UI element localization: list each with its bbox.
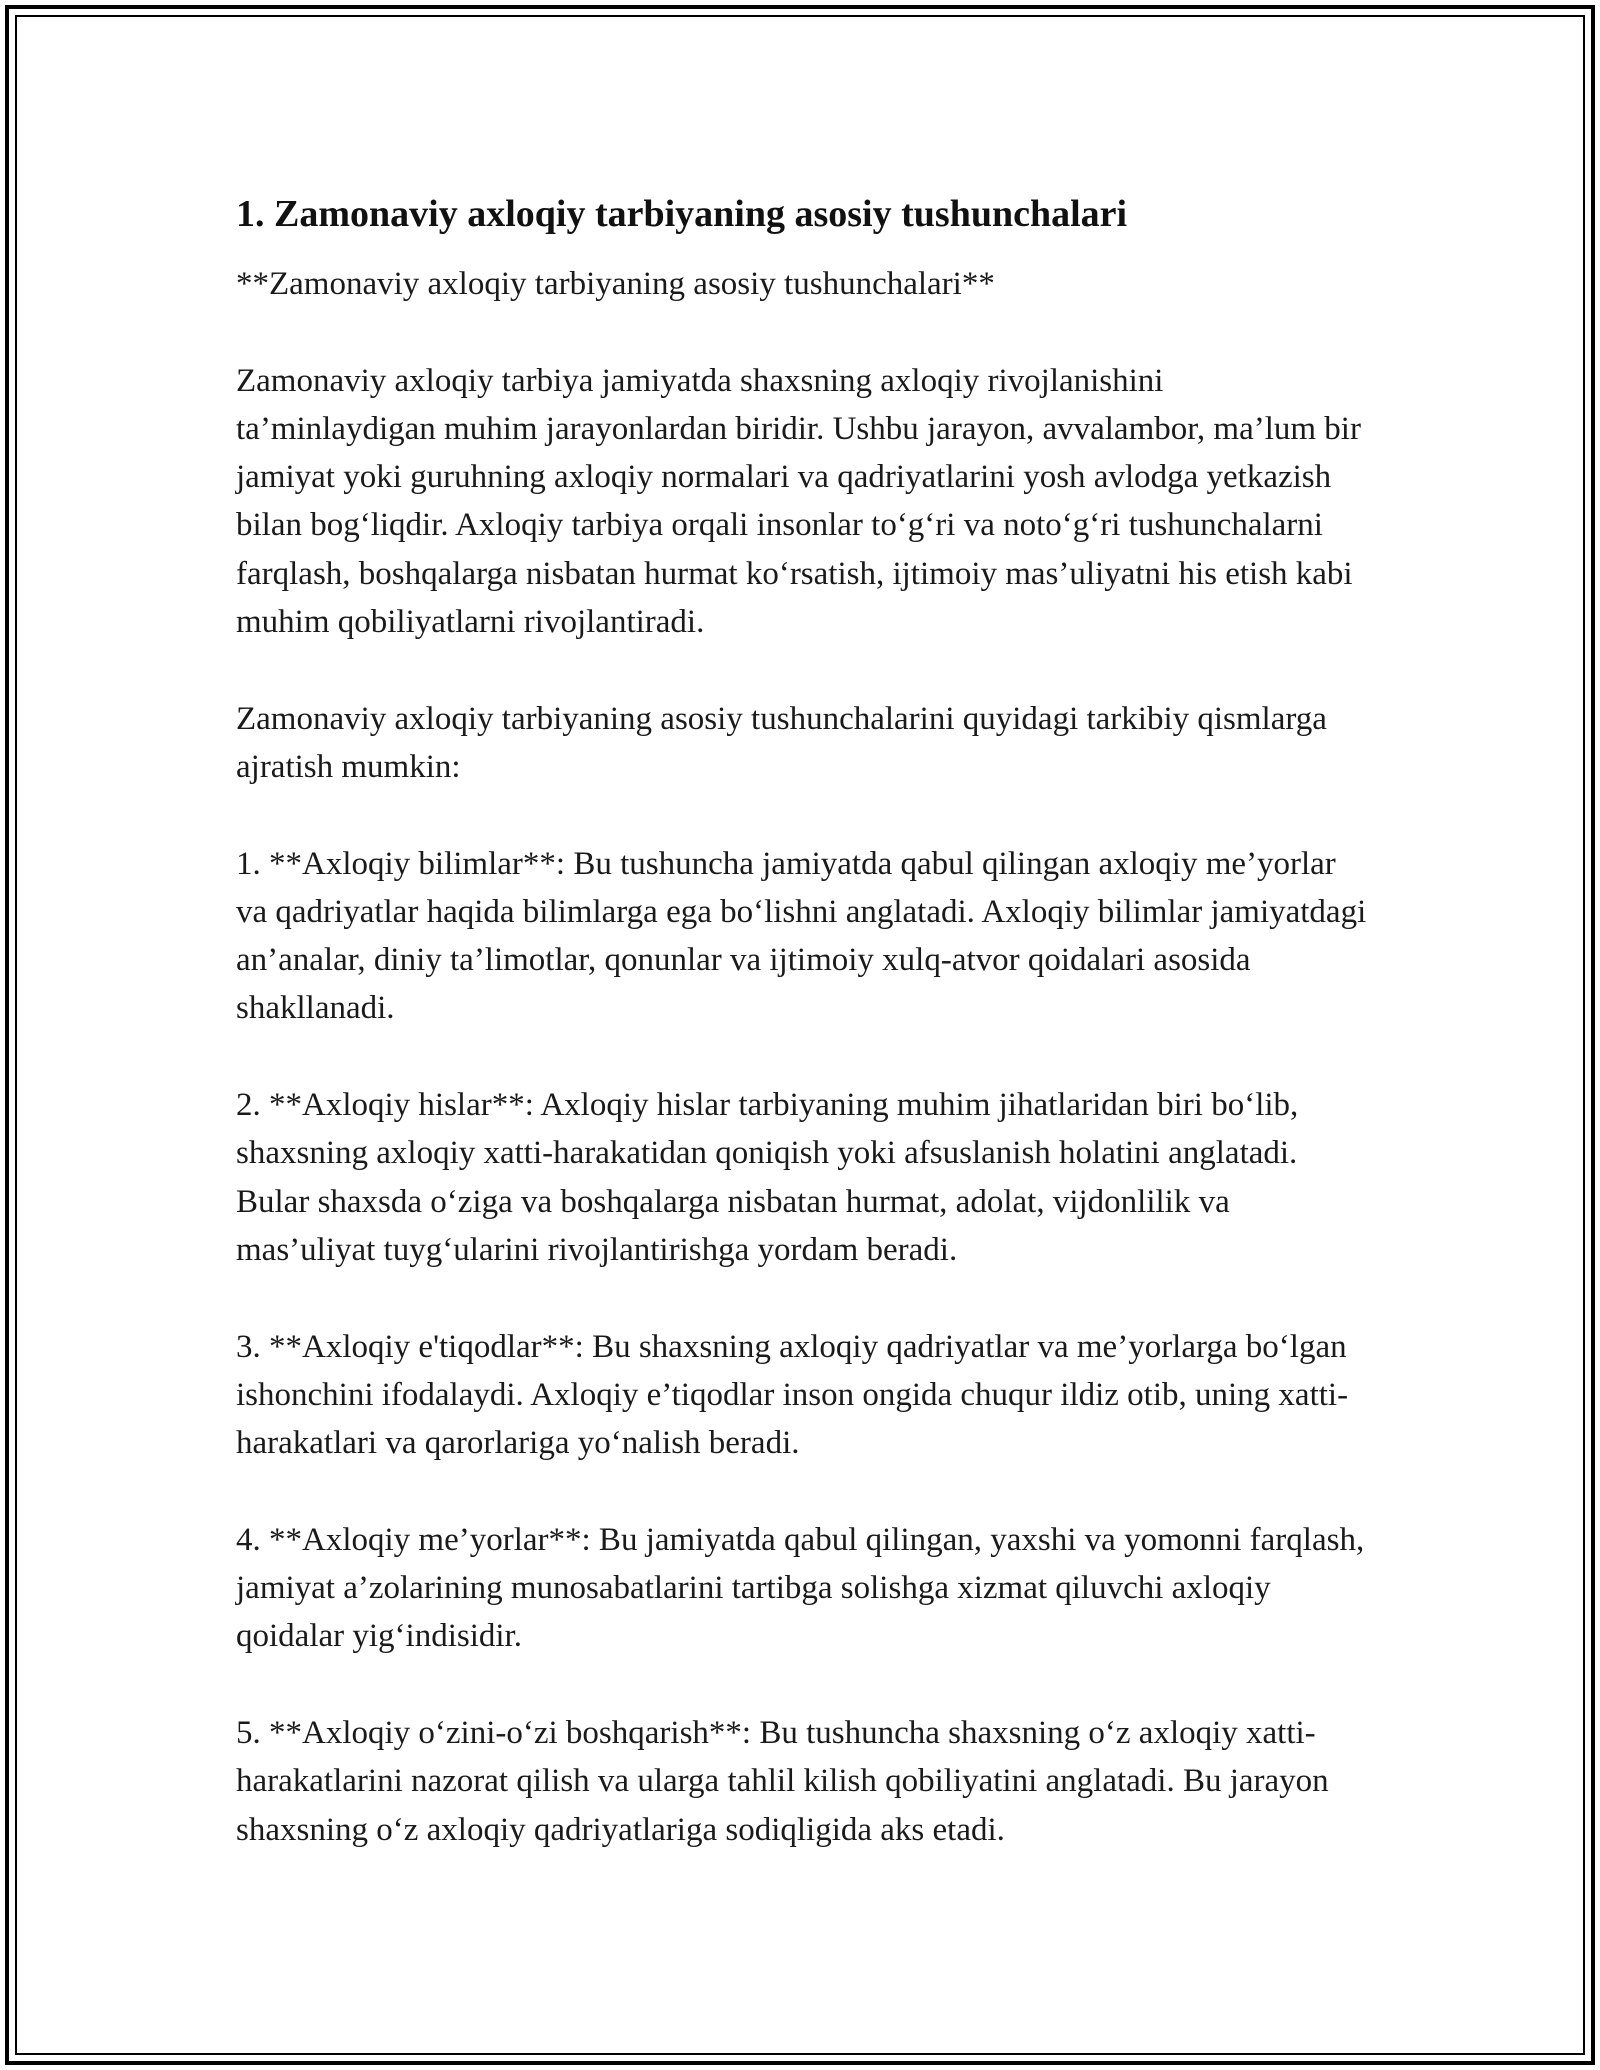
- list-item-axloqiy-ozini-ozi-boshqarish: 5. **Axloqiy o‘zini-o‘zi boshqarish**: Bu tushuncha shaxsning o‘z axloqiy xatti-harakatlarini nazorat qilish va ularga tahlil kilish qobiliyatini anglatadi. Bu jarayon shaxsning o‘z axloqiy qadriyatlariga sodiqligida aks etadi.: [236, 1714, 1329, 1848]
- document-body: [236, 186, 1368, 1902]
- intro-paragraph: Zamonaviy axloqiy tarbiya jamiyatda shaxsning axloqiy rivojlanishini ta’minlaydigan muhim jarayonlardan biridir. Ushbu jarayon, avvalambor, ma’lum bir jamiyat yoki guruhning axloqiy normalari va qadriyatlarini yosh avlodga yetkazish bilan bog‘liqdir. Axloqiy tarbiya orqali insonlar to‘g‘ri va noto‘g‘ri tushunchalarni farqlash, boshqalarga nisbatan hurmat ko‘rsatish, ijtimoiy mas’uliyatni his etish kabi muhim qobiliyatlarni rivojlantiradi.: [236, 362, 1361, 641]
- section-subtitle: **Zamonaviy axloqiy tarbiyaning asosiy tushunchalari**: [236, 266, 995, 302]
- list-item-axloqiy-hislar: 2. **Axloqiy hislar**: Axloqiy hislar tarbiyaning muhim jihatlaridan biri bo‘lib, shaxsning axloqiy xatti-harakatidan qoniqish yoki afsuslanish holatini anglatadi. Bular shaxsda o‘ziga va boshqalarga nisbatan hurmat, adolat, vijdonlilik va mas’uliyat tuyg‘ularini rivojlantirishga yordam beradi.: [236, 1087, 1299, 1268]
- list-item-axloqiy-meyorlar: 4. **Axloqiy me’yorlar**: Bu jamiyatda qabul qilingan, yaxshi va yomonni farqlash, jamiyat a’zolarining munosabatlarini tartibga solishga xizmat qiluvchi axloqiy qoidalar yig‘indisidir.: [236, 1521, 1365, 1655]
- list-item-axloqiy-etiqodlar: 3. **Axloqiy e'tiqodlar**: Bu shaxsning axloqiy qadriyatlar va me’yorlarga bo‘lgan ishonchini ifodalaydi. Axloqiy e’tiqodlar inson ongida chuqur ildiz otib, uning xatti-harakatlari va qarorlariga yo‘nalish beradi.: [236, 1328, 1349, 1462]
- list-item-axloqiy-bilimlar: 1. **Axloqiy bilimlar**: Bu tushuncha jamiyatda qabul qilingan axloqiy me’yorlar va qadriyatlar haqida bilimlarga ega bo‘lishni anglatadi. Axloqiy bilimlar jamiyatdagi an’analar, diniy ta’limotlar, qonunlar va ijtimoiy xulq-atvor qoidalari asosida shakllanadi.: [236, 845, 1367, 1027]
- lead-paragraph: Zamonaviy axloqiy tarbiyaning asosiy tushunchalarini quyidagi tarkibiy qismlarga ajratish mumkin:: [236, 700, 1327, 785]
- section-heading: 1. Zamonaviy axloqiy tarbiyaning asosiy tushunchalari: [236, 193, 1128, 235]
